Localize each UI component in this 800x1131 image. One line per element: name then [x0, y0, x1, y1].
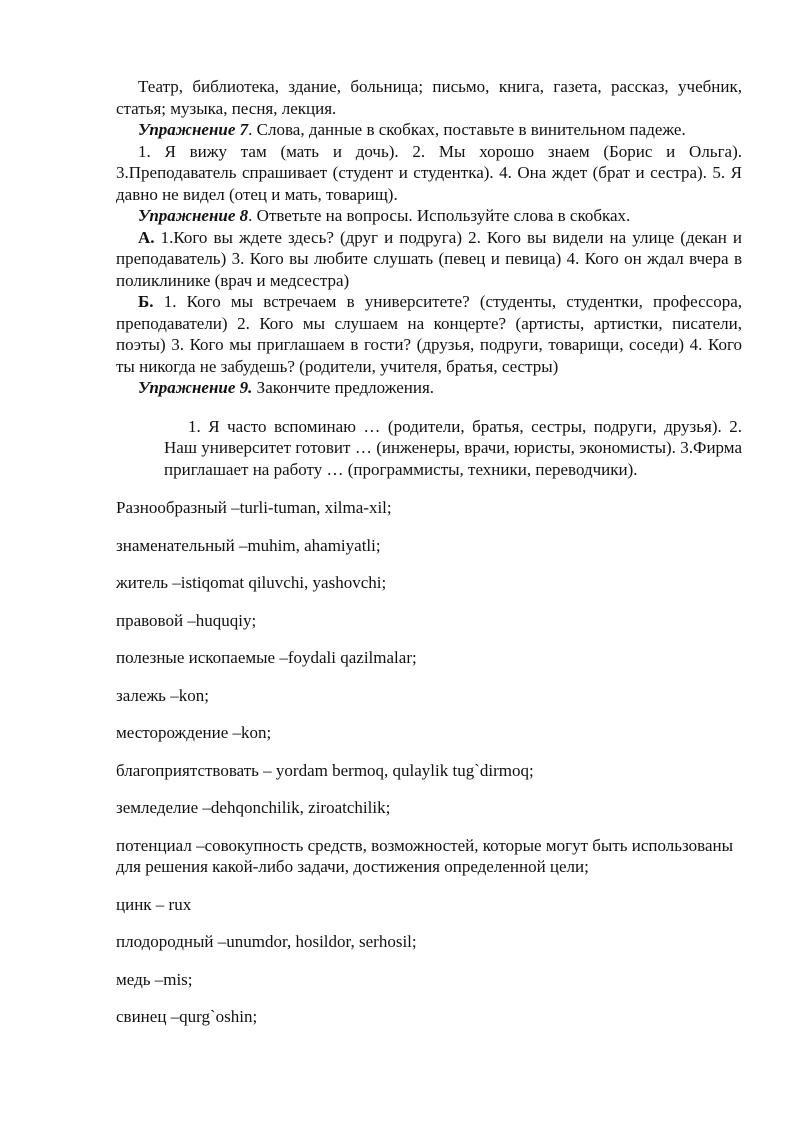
vocabulary-item: земледелие –dehqonchilik, ziroatchilik;: [116, 798, 391, 817]
vocabulary-item: Разнообразный –turli-tuman, xilma-xil;: [116, 498, 392, 517]
vocabulary-item: потенциал –совокупность средств, возможностей, которые могут быть использованы для решения какой-либо задачи, достижения определенной цели;: [116, 835, 734, 876]
vocabulary-item: свинец –qurg`oshin;: [116, 1007, 258, 1026]
exercise-8-part-b: [116, 291, 742, 377]
exercise-8-title: Упражнение 8: [138, 206, 249, 225]
vocabulary-item: полезные ископаемые –foydali qazilmalar;: [116, 648, 417, 667]
exercise-9-instruction: Закончите предложения.: [252, 378, 435, 397]
vocabulary-item: месторождение –kon;: [116, 723, 272, 742]
vocabulary-list: [116, 497, 742, 1028]
exercise-7-instruction: . Слова, данные в скобках, поставьте в винительном падеже.: [248, 120, 686, 139]
exercise-9-items: 1. Я часто вспоминаю … (родители, братья, сестры, подруги, друзья). 2. Наш университет готовит … (инженеры, врачи, юристы, экономисты). 3.Фирма приглашает на работу … (программисты, техники, переводчики).: [164, 416, 742, 479]
part-a-text: 1.Кого вы ждете здесь? (друг и подруга) 2. Кого вы видели на улице (декан и преподаватель) 3. Кого вы любите слушать (певец и певица) 4. Кого он ждал вчера в поликлинике (врач и медсестра): [116, 227, 742, 290]
vocabulary-item: плодородный –unumdor, hosildor, serhosil;: [116, 932, 417, 951]
vocabulary-item: залежь –kon;: [116, 685, 209, 705]
part-b-text: 1. Кого мы встречаем в университете? (студенты, студентки, профессора, преподаватели) 2. Кого мы слушаем на концерте? (артисты, артистки, писатели, поэты) 3. Кого мы приглашаем в гости? (друзья, подруги, товарищи, соседи) 4. Кого ты никогда не забудешь? (родители, учителя, братья, сестры): [116, 292, 742, 376]
vocabulary-item: цинк – rux: [116, 894, 192, 914]
exercise-7-title: Упражнение 7: [138, 120, 249, 139]
exercise-8-instruction: . Ответьте на вопросы. Используйте слова в скобках.: [248, 206, 631, 225]
exercise-9-title: Упражнение 9.: [138, 378, 253, 397]
vocabulary-item: правовой –huquqiy;: [116, 610, 257, 630]
document-body: [116, 76, 742, 1044]
part-b-label: Б.: [138, 292, 154, 311]
exercise-8-heading: [116, 205, 742, 227]
vocabulary-item: медь –mis;: [116, 969, 193, 989]
exercise-9-heading: [116, 377, 742, 399]
vocabulary-item: житель –istiqomat qiluvchi, yashovchi;: [116, 573, 387, 592]
part-a-label: А.: [138, 227, 155, 247]
exercise-7-items: 1. Я вижу там (мать и дочь). 2. Мы хорошо знаем (Борис и Ольга). 3.Преподаватель спрашивает (студент и студентка). 4. Она ждет (брат и сестра). 5. Я давно не видел (отец и мать, товарищ).: [116, 141, 742, 204]
vocabulary-item: благоприятствовать – yordam bermoq, qulaylik tug`dirmoq;: [116, 760, 534, 780]
vocabulary-item: знаменательный –muhim, ahamiyatli;: [116, 535, 381, 555]
intro-paragraph: Театр, библиотека, здание, больница; письмо, книга, газета, рассказ, учебник, статья; музыка, песня, лекция.: [116, 77, 742, 118]
exercise-8-part-a: [116, 227, 742, 292]
exercise-7-heading: [116, 119, 742, 141]
